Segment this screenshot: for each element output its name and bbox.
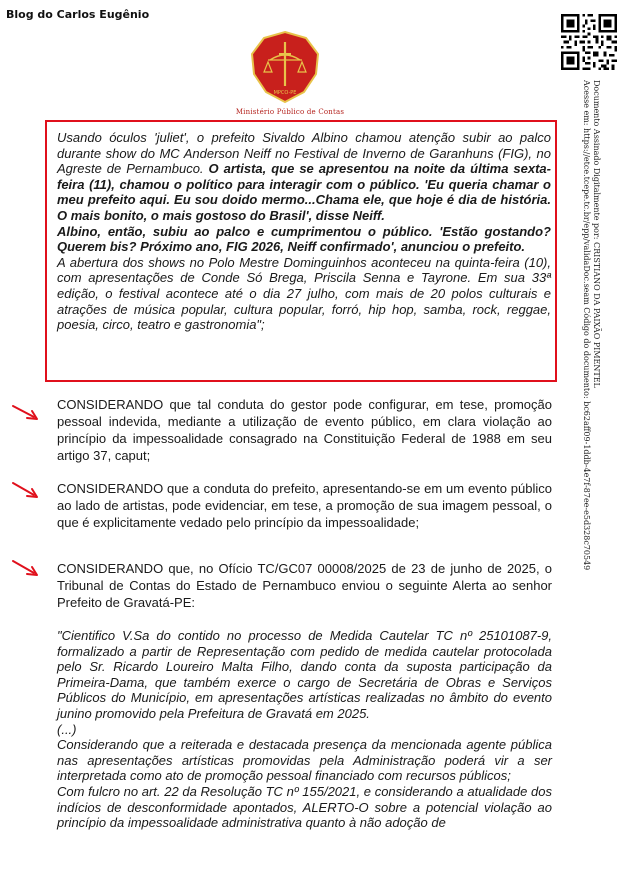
seal-text: MPCO-PE bbox=[273, 90, 297, 96]
alert-paragraph-1: "Cientifico V.Sa do contido no processo de Medida Cautelar TC nº 25101087-9, formalizado a partir de Representação com pedido de medida cautelar protocolada pelo Sr. Ricardo Loureiro Malta Filho, dando conta da suposta participação da Primeira-Dama, que também exerce o cargo de Secretária de Obras e Serviços Públicos do Município, em apresentações artísticas realizadas no âmbito do evento junino promovido pela Prefeitura de Gravatá em 2025. bbox=[57, 628, 552, 721]
qr-code-icon bbox=[561, 14, 617, 70]
red-arrow-icon bbox=[10, 480, 42, 500]
alert-paragraph-3: Com fulcro no art. 22 da Resolução TC nº 155/2021, e considerando a atualidade dos indícios de desconformidade apontados, ALERTO-O sobre a potencial violação ao princípio da impessoalidade administrativa quanto à não adoção de bbox=[57, 783, 552, 831]
quote-paragraph bbox=[57, 130, 551, 224]
considering-paragraph-3: CONSIDERANDO que, no Ofício TC/GC07 00008/2025 de 23 de junho de 2025, o Tribunal de Contas do Estado de Pernambuco enviou o seguinte Alerta ao senhor Prefeito de Gravatá-PE: bbox=[57, 561, 552, 610]
red-arrow-icon bbox=[10, 402, 42, 422]
quote-paragraph-2: Albino, então, subiu ao palco e cumprimentou o público. 'Estão gostando? Querem bis? Próximo ano, FIG 2026, Neiff confirmado', anunciou o prefeito. bbox=[57, 223, 551, 255]
signature-line-1: Documento Assinado Digitalmente por: CRISTIANO DA PAIXÃO PIMENTEL bbox=[592, 80, 601, 388]
red-arrow-icon bbox=[10, 558, 42, 578]
alert-ellipsis: (...) bbox=[57, 721, 77, 737]
org-name: Ministério Público de Contas bbox=[235, 108, 345, 116]
quote-paragraph-3: A abertura dos shows no Polo Mestre Dominguinhos aconteceu na quinta-feira (10), com apresentações de Conde Só Brega, Priscila Senna e Tayrone. Em sua 33ª edição, o festival acontece até o dia 27 julho, com mais de 20 polos culturais e atrações de música popular, cultura popular, forró, hip hop, samba, rock, reggae, poesia, circo, teatro e gastronomia"; bbox=[57, 254, 551, 333]
alert-quote bbox=[57, 628, 552, 831]
news-quote bbox=[57, 130, 551, 333]
considering-paragraph-1: CONSIDERANDO que tal conduta do gestor pode configurar, em tese, promoção pessoal indevida, mediante a utilização de evento público, em clara violação ao princípio da impessoalidade consagrado na Constituição Federal de 1988 em seu artigo 37, caput; bbox=[57, 397, 552, 463]
blog-title: Blog do Carlos Eugênio bbox=[6, 8, 150, 21]
mpco-seal-logo bbox=[248, 30, 322, 104]
digital-signature-stamp bbox=[582, 80, 625, 571]
quote-intro: Usando óculos 'juliet', o prefeito Sivaldo Albino chamou atenção subir ao palco durante show do MC Anderson Neiff no Festival de Inverno de Garanhuns (FIG), no Agreste de Pernambuco. bbox=[57, 130, 551, 177]
considering-paragraph-2: CONSIDERANDO que a conduta do prefeito, apresentando-se em um evento público ao lado de artistas, pode evidenciar, em tese, a promoção de sua imagem pessoal, o que é explicitamente vedado pelo princípio da impessoalidade; bbox=[57, 481, 552, 530]
quote-bold: O artista, que se apresentou na noite da última sexta-feira (11), chamou o político para interagir com o público. 'Eu queria chamar o meu prefeito aqui. Eu sou doido mermo...Chama ele, que hoje é dia de história. O mais bonito, o mais gostoso do Brasil', disse Neiff. bbox=[57, 161, 551, 223]
signature-line-2: Acesse em: https://etce.tcepe.tc.br/epp/validaDoc.seam Código do documento: bc62aff09-1ddb-4e7f-87ee-e5d328c70549 bbox=[582, 80, 591, 571]
alert-paragraph-2: Considerando que a reiterada e destacada presença da mencionada agente pública nas apresentações artísticas promovidas pela Administração poderá vir a ser interpretada como ato de promoção pessoal financiado com recursos públicos; bbox=[57, 737, 552, 784]
